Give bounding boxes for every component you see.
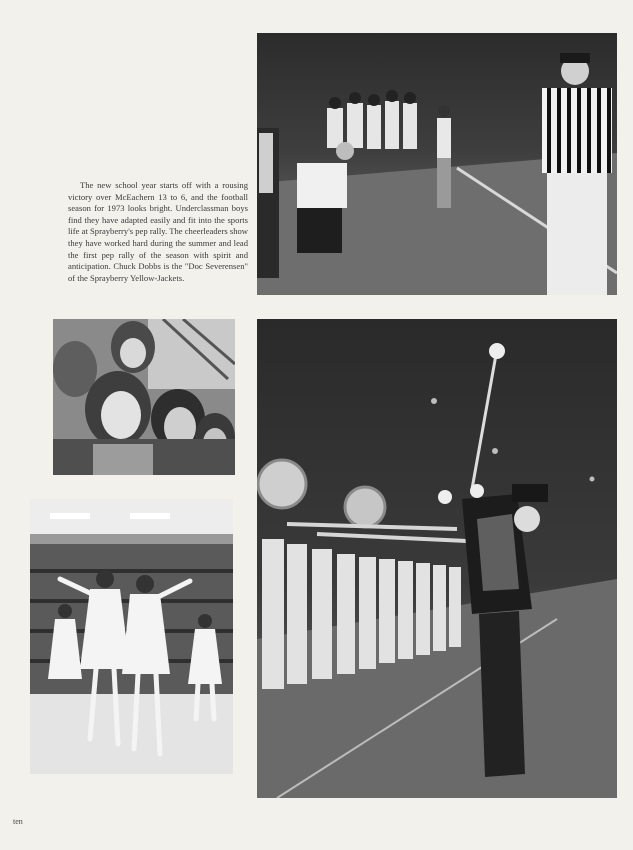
marching-band-photo	[257, 319, 617, 798]
page-number: ten	[13, 817, 23, 826]
student-crowd-photo	[53, 319, 235, 475]
football-sideline-photo	[257, 33, 617, 295]
page-caption: The new school year starts off with a rousing victory over McEachern 13 to 6, and the football season for 1973 looks bright. Underclassman boys find they have adapted easily and fit into the sports life at Sprayberry's pep rally. The cheerleaders show they have worked hard during the summer and lead the first pep rally of the season with spirit and anticipation. Chuck Dobbs is the "Doc Severensen" of the Sprayberry Yellow-Jackets.	[68, 180, 248, 283]
cheerleaders-photo	[30, 499, 233, 774]
